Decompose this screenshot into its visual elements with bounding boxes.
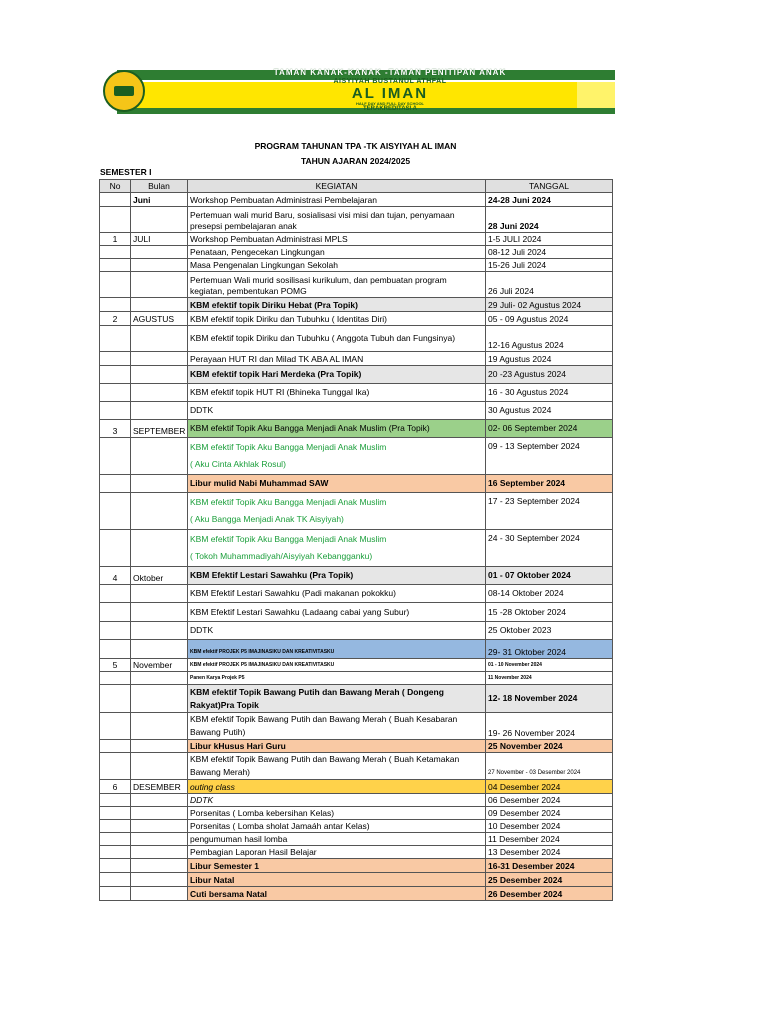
cell-kegiatan: Porsenitas ( Lomba kebersihan Kelas) [188, 807, 486, 820]
cell-kegiatan: KBM efektif PROJEK P5 IMAJINASIKU DAN KREATIVITASKU [188, 640, 486, 659]
table-row [100, 567, 613, 585]
table-row [100, 298, 613, 312]
cell-kegiatan [188, 530, 486, 567]
cell-no [100, 384, 131, 402]
cell-kegiatan: DDTK [188, 622, 486, 640]
cell-tanggal: 06 Desember 2024 [486, 794, 613, 807]
cell-tanggal: 26 Desember 2024 [486, 887, 613, 901]
cell-tanggal: 25 Desember 2024 [486, 873, 613, 887]
cell-bulan [131, 794, 188, 807]
table-row [100, 438, 613, 475]
table-row [100, 272, 613, 298]
cell-bulan [131, 326, 188, 352]
cell-no [100, 820, 131, 833]
cell-bulan [131, 873, 188, 887]
cell-no [100, 794, 131, 807]
cell-bulan [131, 887, 188, 901]
header-no: No [100, 180, 131, 193]
table-row [100, 753, 613, 780]
letterhead [95, 66, 615, 120]
cell-no [100, 493, 131, 530]
cell-bulan [131, 603, 188, 622]
cell-tanggal: 01 - 10 November 2024 [486, 659, 613, 672]
cell-tanggal: 12-16 Agustus 2024 [486, 326, 613, 352]
cell-no [100, 246, 131, 259]
cell-bulan [131, 640, 188, 659]
school-address: TEBON SIDOLUHUR GODEAN SLEMAN YOGYAKARTA, 55564,Tlp: (0274) 2854339, 0822 9896 5060, Email: allmantkaba@gmail.com [141, 114, 384, 119]
cell-tanggal: 05 - 09 Agustus 2024 [486, 312, 613, 326]
kegiatan-line-1: KBM efektif Topik Bawang Putih dan Bawang Merah ( Dongeng [190, 686, 444, 697]
cell-kegiatan: pengumuman hasil lomba [188, 833, 486, 846]
table-row [100, 833, 613, 846]
table-row [100, 603, 613, 622]
cell-tanggal: 1-5 JULI 2024 [486, 233, 613, 246]
cell-bulan [131, 438, 188, 475]
letterhead-line-2: AISYIYAH BUSTANUL ATHFAL [333, 78, 447, 85]
schedule-table [99, 179, 613, 901]
table-row [100, 326, 613, 352]
table-row [100, 402, 613, 420]
cell-bulan: JULI [131, 233, 188, 246]
cell-tanggal: 27 November - 03 Desember 2024 [486, 753, 613, 780]
cell-no [100, 402, 131, 420]
cell-kegiatan: KBM efektif Topik Aku Bangga Menjadi Anak Muslim (Pra Topik) [188, 420, 486, 438]
cell-kegiatan: Panen Karya Projek P5 [188, 672, 486, 685]
cell-tanggal: 16 - 30 Agustus 2024 [486, 384, 613, 402]
cell-kegiatan: KBM efektif topik Diriku dan Tubuhku ( Identitas Diri) [188, 312, 486, 326]
cell-no: 3 [100, 420, 131, 438]
cell-tanggal: 09 - 13 September 2024 [486, 438, 613, 475]
cell-kegiatan: KBM efektif topik Hari Merdeka (Pra Topik) [188, 366, 486, 384]
cell-no [100, 530, 131, 567]
table-row [100, 873, 613, 887]
cell-no [100, 298, 131, 312]
table-row [100, 366, 613, 384]
title-line-2: TAHUN AJARAN 2024/2025 [300, 156, 411, 166]
cell-no [100, 887, 131, 901]
kegiatan-line-1: KBM efektif Topik Aku Bangga Menjadi Anak Muslim [190, 497, 387, 507]
table-row [100, 585, 613, 603]
cell-no [100, 713, 131, 740]
cell-tanggal: 08-14 Oktober 2024 [486, 585, 613, 603]
cell-no [100, 672, 131, 685]
kegiatan-line-1: Pertemuan Wali murid sosilisasi kurikulum, dan pembuatan program [190, 275, 447, 285]
cell-kegiatan: Workshop Pembuatan Administrasi Pembelajaran [188, 193, 486, 207]
table-row [100, 352, 613, 366]
cell-kegiatan: KBM efektif topik HUT RI (Bhineka Tunggal Ika) [188, 384, 486, 402]
table-row [100, 794, 613, 807]
table-row [100, 659, 613, 672]
cell-kegiatan [188, 493, 486, 530]
cell-no [100, 326, 131, 352]
cell-bulan [131, 685, 188, 713]
cell-tanggal: 10 Desember 2024 [486, 820, 613, 833]
cell-kegiatan: DDTK [188, 794, 486, 807]
kegiatan-line-1: Pertemuan wali murid Baru, sosialisasi visi misi dan tujan, penyamaan [190, 210, 455, 220]
cell-kegiatan: Porsenitas ( Lomba sholat Jamaáh antar Kelas) [188, 820, 486, 833]
cell-tanggal: 01 - 07 Oktober 2024 [486, 567, 613, 585]
cell-no [100, 740, 131, 753]
semester-label: SEMESTER I [100, 167, 152, 177]
table-row [100, 493, 613, 530]
table-row [100, 780, 613, 794]
cell-bulan [131, 384, 188, 402]
table-row [100, 475, 613, 493]
cell-no [100, 475, 131, 493]
cell-tanggal: 12- 18 November 2024 [486, 685, 613, 713]
cell-bulan [131, 402, 188, 420]
kegiatan-line-1: KBM efektif Topik Aku Bangga Menjadi Anak Muslim [190, 534, 387, 544]
cell-tanggal: 02- 06 September 2024 [486, 420, 613, 438]
cell-bulan [131, 493, 188, 530]
table-row [100, 384, 613, 402]
cell-no [100, 438, 131, 475]
cell-tanggal: 15 -28 Oktober 2024 [486, 603, 613, 622]
cell-kegiatan [188, 272, 486, 298]
cell-kegiatan: KBM Efektif Lestari Sawahku (Pra Topik) [188, 567, 486, 585]
cell-bulan [131, 259, 188, 272]
cell-no [100, 207, 131, 233]
cell-no [100, 873, 131, 887]
table-row [100, 259, 613, 272]
table-row [100, 846, 613, 859]
cell-kegiatan: Libur Natal [188, 873, 486, 887]
cell-tanggal: 16 September 2024 [486, 475, 613, 493]
cell-no: 4 [100, 567, 131, 585]
cell-no [100, 807, 131, 820]
cell-bulan [131, 672, 188, 685]
cell-tanggal: 19- 26 November 2024 [486, 713, 613, 740]
table-row [100, 193, 613, 207]
cell-kegiatan: KBM efektif topik Diriku dan Tubuhku ( Anggota Tubuh dan Fungsinya) [188, 326, 486, 352]
cell-no [100, 603, 131, 622]
cell-no [100, 833, 131, 846]
cell-tanggal: 09 Desember 2024 [486, 807, 613, 820]
cell-kegiatan: Penataan, Pengecekan Lingkungan [188, 246, 486, 259]
cell-tanggal: 30 Agustus 2024 [486, 402, 613, 420]
cell-bulan [131, 820, 188, 833]
table-row [100, 640, 613, 659]
cell-tanggal: 29- 31 Oktober 2024 [486, 640, 613, 659]
cell-kegiatan [188, 685, 486, 713]
cell-bulan [131, 298, 188, 312]
cell-tanggal: 25 November 2024 [486, 740, 613, 753]
letterhead-text [180, 68, 600, 113]
cell-kegiatan [188, 713, 486, 740]
table-row [100, 246, 613, 259]
cell-kegiatan [188, 438, 486, 475]
cell-bulan: AGUSTUS [131, 312, 188, 326]
table-row [100, 859, 613, 873]
cell-no: 1 [100, 233, 131, 246]
cell-kegiatan: Masa Pengenalan Lingkungan Sekolah [188, 259, 486, 272]
cell-no [100, 193, 131, 207]
cell-tanggal: 04 Desember 2024 [486, 780, 613, 794]
table-row [100, 740, 613, 753]
table-row [100, 622, 613, 640]
table-row [100, 820, 613, 833]
cell-bulan [131, 713, 188, 740]
kegiatan-line-1: KBM efektif Topik Bawang Putih dan Bawang Merah ( Buah Ketamakan [190, 754, 460, 764]
cell-no: 2 [100, 312, 131, 326]
cell-kegiatan: KBM Efektif Lestari Sawahku (Padi makanan pokokku) [188, 585, 486, 603]
header-tanggal: TANGGAL [486, 180, 613, 193]
table-row [100, 887, 613, 901]
cell-bulan [131, 272, 188, 298]
kegiatan-line-2: Bawang Merah) [190, 767, 251, 777]
cell-tanggal: 24-28 Juni 2024 [486, 193, 613, 207]
document-title [99, 139, 612, 169]
cell-tanggal: 25 Oktober 2023 [486, 622, 613, 640]
cell-no [100, 685, 131, 713]
cell-kegiatan: Cuti bersama Natal [188, 887, 486, 901]
cell-no: 5 [100, 659, 131, 672]
cell-bulan: DESEMBER [131, 780, 188, 794]
cell-bulan: November [131, 659, 188, 672]
cell-tanggal: 08-12 Juli 2024 [486, 246, 613, 259]
cell-no [100, 846, 131, 859]
cell-tanggal: 13 Desember 2024 [486, 846, 613, 859]
kegiatan-line-2: Rakyat)Pra Topik [190, 699, 259, 710]
cell-bulan [131, 833, 188, 846]
cell-kegiatan: DDTK [188, 402, 486, 420]
kegiatan-line-1: KBM efektif Topik Aku Bangga Menjadi Anak Muslim [190, 442, 387, 452]
cell-bulan: Oktober [131, 567, 188, 585]
cell-no: 6 [100, 780, 131, 794]
cell-tanggal: 26 Juli 2024 [486, 272, 613, 298]
cell-tanggal: 20 -23 Agustus 2024 [486, 366, 613, 384]
cell-no [100, 585, 131, 603]
cell-tanggal: 17 - 23 September 2024 [486, 493, 613, 530]
title-line-1: PROGRAM TAHUNAN TPA -TK AISYIYAH AL IMAN [254, 141, 457, 151]
cell-tanggal: 16-31 Desember 2024 [486, 859, 613, 873]
cell-kegiatan: Libur mulid Nabi Muhammad SAW [188, 475, 486, 493]
cell-bulan [131, 530, 188, 567]
letterhead-line-1: TAMAN KANAK-KANAK -TAMAN PENITIPAN ANAK [273, 68, 507, 77]
cell-kegiatan: Libur kHusus Hari Guru [188, 740, 486, 753]
table-row [100, 685, 613, 713]
kegiatan-line-2: Bawang Putih) [190, 727, 246, 737]
cell-bulan [131, 753, 188, 780]
cell-kegiatan: KBM Efektif Lestari Sawahku (Ladaang cabai yang Subur) [188, 603, 486, 622]
cell-tanggal: 24 - 30 September 2024 [486, 530, 613, 567]
kegiatan-line-2: presepsi pembelajaran anak [190, 221, 297, 231]
table-row [100, 420, 613, 438]
cell-bulan: Juni [131, 193, 188, 207]
cell-kegiatan: KBM efektif topik Diriku Hebat (Pra Topik) [188, 298, 486, 312]
cell-no [100, 640, 131, 659]
cell-kegiatan: Pembagian Laporan Hasil Belajar [188, 846, 486, 859]
cell-bulan [131, 246, 188, 259]
cell-bulan: SEPTEMBER [131, 420, 188, 438]
kegiatan-line-2: ( Aku Cinta Akhlak Rosul) [190, 459, 286, 469]
cell-bulan [131, 807, 188, 820]
table-row [100, 713, 613, 740]
cell-no [100, 366, 131, 384]
cell-kegiatan [188, 753, 486, 780]
cell-bulan [131, 585, 188, 603]
school-logo-icon [103, 70, 145, 112]
cell-kegiatan [188, 207, 486, 233]
letterhead-line-4: HALF DAY AND FULL DAY SCHOOL [355, 101, 424, 106]
header-kegiatan: KEGIATAN [188, 180, 486, 193]
cell-bulan [131, 622, 188, 640]
cell-tanggal: 15-26 Juli 2024 [486, 259, 613, 272]
cell-bulan [131, 846, 188, 859]
table-row [100, 207, 613, 233]
cell-bulan [131, 475, 188, 493]
cell-no [100, 859, 131, 873]
header-bulan: Bulan [131, 180, 188, 193]
cell-no [100, 753, 131, 780]
table-row [100, 312, 613, 326]
kegiatan-line-1: KBM efektif Topik Bawang Putih dan Bawang Merah ( Buah Kesabaran [190, 714, 458, 724]
kegiatan-line-2: ( Tokoh Muhammadiyah/Aisyiyah Kebangganku) [190, 551, 373, 561]
cell-bulan [131, 352, 188, 366]
cell-bulan [131, 207, 188, 233]
school-name: AL IMAN [351, 85, 429, 102]
cell-kegiatan: Perayaan HUT RI dan Milad TK ABA AL IMAN [188, 352, 486, 366]
cell-tanggal: 19 Agustus 2024 [486, 352, 613, 366]
cell-tanggal: 29 Juli- 02 Agustus 2024 [486, 298, 613, 312]
table-row [100, 233, 613, 246]
cell-bulan [131, 366, 188, 384]
cell-bulan [131, 740, 188, 753]
cell-kegiatan: Libur Semester 1 [188, 859, 486, 873]
kegiatan-line-2: ( Aku Bangga Menjadi Anak TK Aisyiyah) [190, 514, 344, 524]
table-row [100, 672, 613, 685]
cell-no [100, 352, 131, 366]
cell-kegiatan: Workshop Pembuatan Administrasi MPLS [188, 233, 486, 246]
table-row [100, 807, 613, 820]
cell-no [100, 622, 131, 640]
cell-no [100, 272, 131, 298]
cell-kegiatan: KBM efektif PROJEK P5 IMAJINASIKU DAN KREATIVITASKU [188, 659, 486, 672]
table-header-row [100, 180, 613, 193]
accreditation: TERAKREDITASI A [363, 106, 417, 112]
cell-tanggal: 11 November 2024 [486, 672, 613, 685]
cell-tanggal: 11 Desember 2024 [486, 833, 613, 846]
cell-bulan [131, 859, 188, 873]
cell-tanggal: 28 Juni 2024 [486, 207, 613, 233]
table-row [100, 530, 613, 567]
cell-no [100, 259, 131, 272]
cell-kegiatan: outing class [188, 780, 486, 794]
kegiatan-line-2: kegiatan, pembentukan POMG [190, 286, 307, 296]
